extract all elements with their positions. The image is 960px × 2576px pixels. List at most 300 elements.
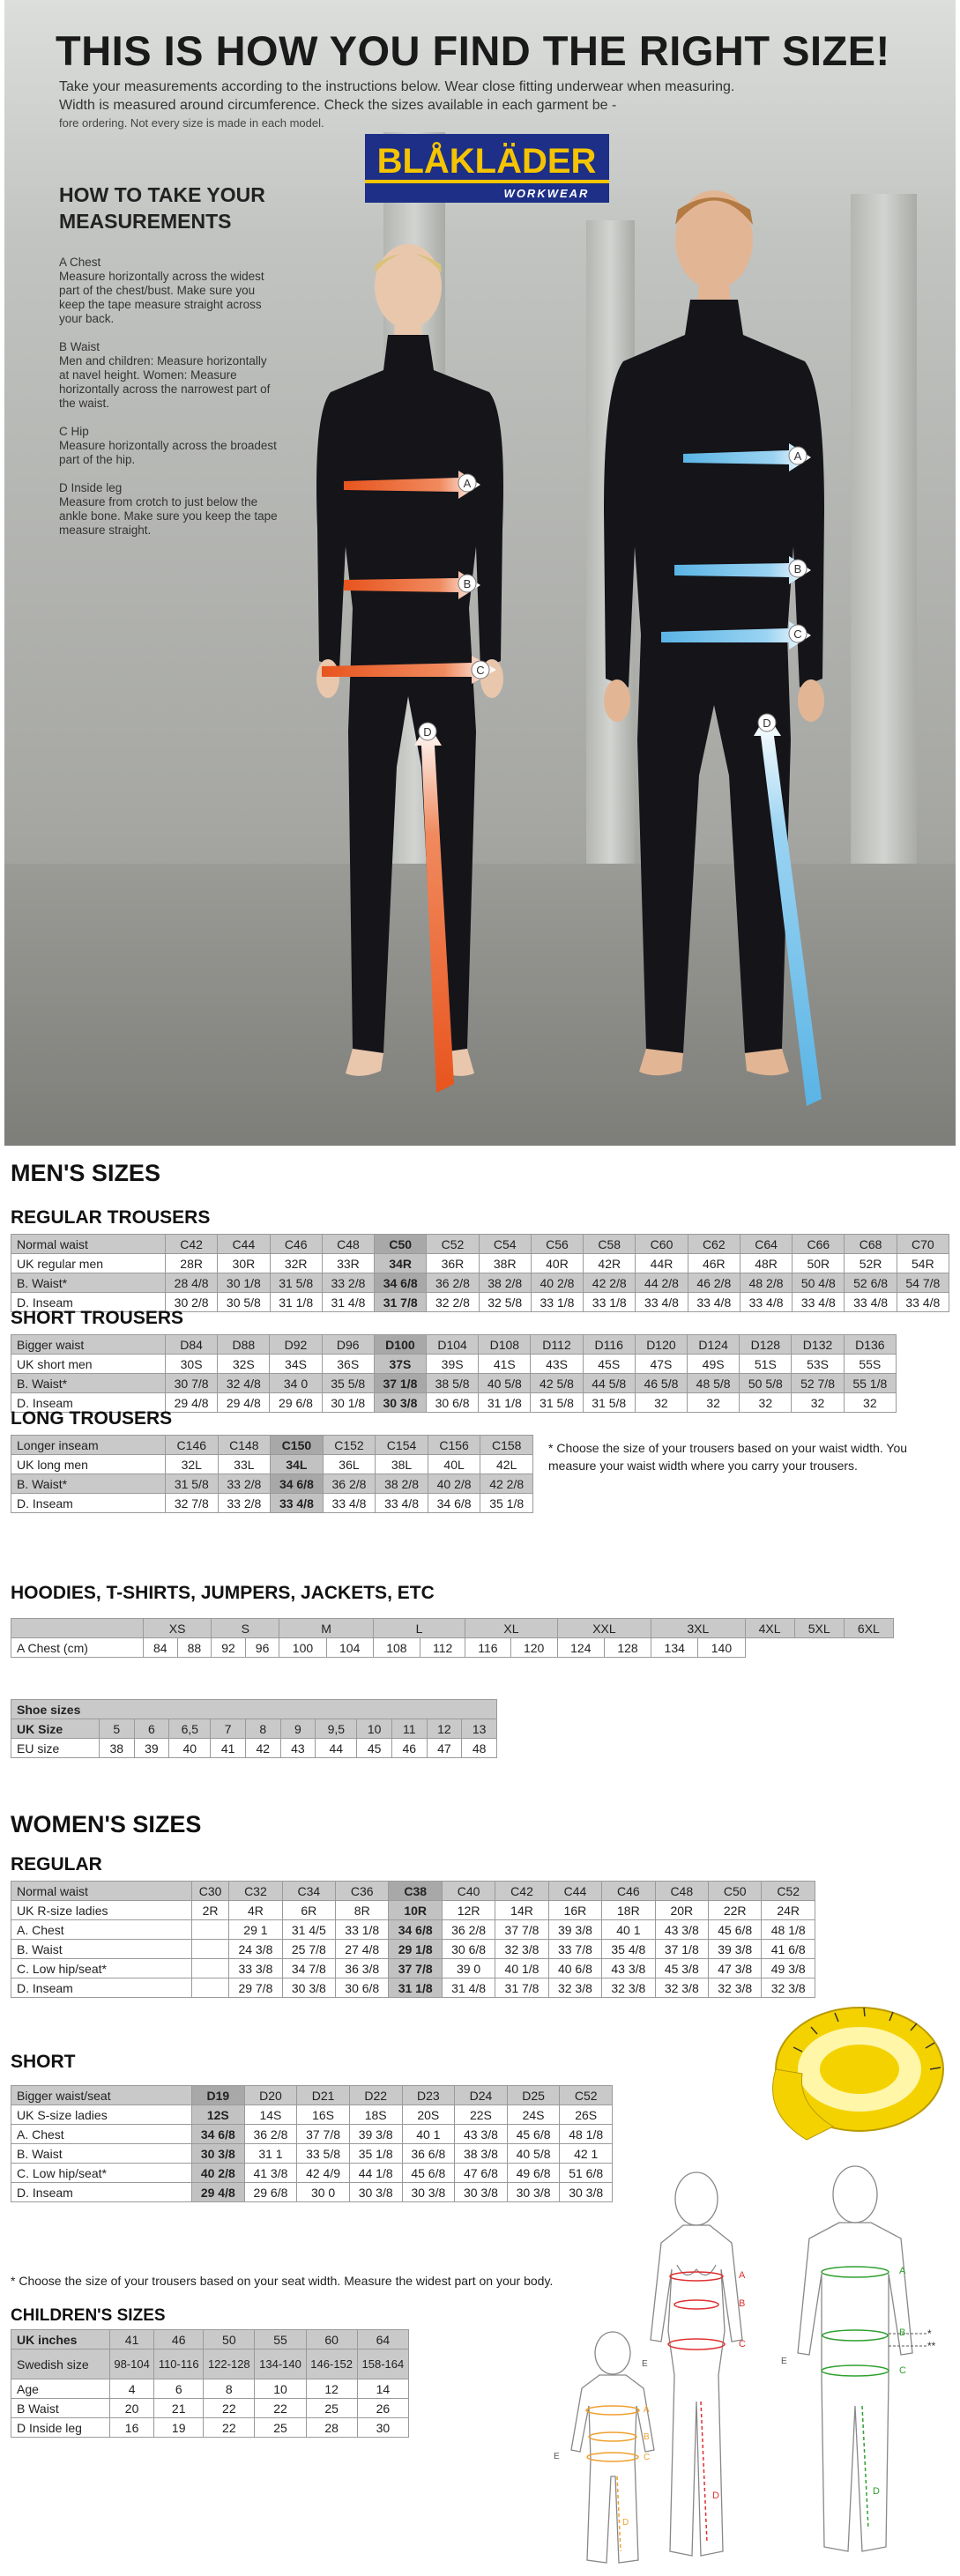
table-cell: 32R [270,1254,322,1273]
shoe-eu-size: 47 [427,1739,462,1758]
table-cell: D84 [166,1335,218,1355]
table-cell: D104 [427,1335,479,1355]
table-cell: 38R [479,1254,531,1273]
table-cell: 30 6/8 [442,1940,495,1959]
table-cell: 31 5/8 [270,1273,322,1293]
table-cell: 29 7/8 [229,1978,282,1998]
row-label: C. Low hip/seat* [11,2164,192,2183]
size-label: M [279,1619,373,1638]
svg-text:B: B [644,2432,650,2442]
table-cell: C158 [480,1436,533,1455]
arrow-d-inside-leg [754,714,822,1106]
svg-text:D: D [763,716,771,730]
table-cell: 29 4/8 [218,1393,270,1413]
chest-value: 96 [245,1638,279,1658]
table-cell: 14S [244,2105,297,2125]
table-cell: C146 [166,1436,219,1455]
table-cell: D21 [297,2086,350,2105]
instr-title: B Waist [59,340,100,353]
table-cell: 42L [480,1455,533,1474]
row-label: Longer inseam [11,1436,166,1455]
svg-text:B: B [739,2298,746,2309]
table-cell: C46 [270,1235,322,1254]
instr-text: Measure from crotch to just below the ankle bone. Make sure you keep the tape measure straight. [59,495,278,537]
shoe-uk-size: 7 [211,1719,246,1739]
seat-width-note: * Choose the size of your trousers based on your seat width. Measure the widest part on your body. [11,2274,554,2288]
table-cell: 32 3/8 [548,1978,601,1998]
table-cell: 34S [270,1355,322,1374]
shoe-eu-size: 39 [134,1739,169,1758]
table-cell: 36 2/8 [323,1474,376,1494]
table-row [11,1374,897,1393]
table-cell: 22 [204,2418,255,2438]
table-cell: D116 [583,1335,635,1355]
table-row [11,2086,613,2105]
arrow-b-waist [344,571,480,599]
table-cell: 40L [428,1455,480,1474]
table-cell: 32 2/8 [427,1293,479,1312]
table-cell: C42 [166,1235,218,1254]
table-cell: C50 [709,1882,762,1901]
shoe-uk-row [11,1719,497,1739]
table-cell: C30 [192,1882,229,1901]
table-cell: C54 [479,1235,531,1254]
table-cell [192,1978,229,1998]
svg-text:D: D [423,725,432,739]
table-cell: C44 [548,1882,601,1901]
table-cell: 44 2/8 [636,1273,688,1293]
table-row [11,2183,613,2202]
table-row [11,2125,613,2144]
table-cell [192,1920,229,1940]
table-cell: C32 [229,1882,282,1901]
table-cell: 40 1 [602,1920,655,1940]
chest-value: 140 [698,1638,745,1658]
size-label: 3XL [651,1619,745,1638]
arrow-a-chest [683,443,811,471]
table-cell: C64 [740,1235,792,1254]
table-cell: 12R [442,1901,495,1920]
table-cell: 40 2/8 [428,1474,480,1494]
table-cell: D96 [322,1335,374,1355]
table-cell: 40 1 [402,2125,455,2144]
table-cell: 36S [322,1355,374,1374]
trouser-waist-note: * Choose the size of your trousers based on your waist width. You measure your waist width where you carry your trousers. [548,1441,908,1473]
row-label: D. Inseam [11,1978,192,1998]
size-label: 4XL [745,1619,794,1638]
row-label: Swedish size [11,2350,110,2379]
table-cell: 35 1/8 [349,2144,402,2164]
intro-text: Take your measurements according to the instructions below. Wear close fitting underwear when measuring. Width is measured around circumference. Check the sizes available in each garment be - [59,79,735,113]
table-cell: 30 0 [297,2183,350,2202]
measurement-instructions [59,256,279,552]
row-label: Bigger waist [11,1335,166,1355]
svg-text:A: A [899,2266,906,2276]
table-row [11,1882,815,1901]
table-cell: 30S [166,1355,218,1374]
table-cell: 31 4/8 [442,1978,495,1998]
table-cell: 36 2/8 [427,1273,479,1293]
table-cell: 30 3/8 [560,2183,613,2202]
table-cell: 22 [255,2399,306,2418]
table-cell: 2R [192,1901,229,1920]
shoe-uk-size: 9,5 [316,1719,357,1739]
table-cell: 30 3/8 [455,2183,508,2202]
svg-text:C: C [899,2365,906,2376]
table-cell: 45 3/8 [655,1959,708,1978]
table-cell: 45S [583,1355,635,1374]
instr-title: C Hip [59,425,89,438]
table-cell: 37 7/8 [389,1959,442,1978]
table-cell: 44 1/8 [349,2164,402,2183]
table-cell: 35 5/8 [322,1374,374,1393]
table-cell: 37S [374,1355,426,1374]
table-cell: 30 [357,2418,408,2438]
table-cell: 50 4/8 [793,1273,845,1293]
table-cell: 30 3/8 [282,1978,335,1998]
intro-text-2: fore ordering. Not every size is made in each model. [59,116,324,130]
table-cell: 41S [479,1355,531,1374]
table-row [11,2164,613,2183]
size-label: S [212,1619,279,1638]
table-cell: 33 4/8 [845,1293,897,1312]
table-cell: 39 3/8 [709,1940,762,1959]
table-cell: 22S [455,2105,508,2125]
table-cell: 30 1/8 [322,1393,374,1413]
table-row [11,1959,815,1978]
table-cell: 49 3/8 [762,1959,815,1978]
size-label: 6XL [844,1619,893,1638]
table-cell: 43 3/8 [602,1959,655,1978]
hero-banner [4,0,956,1146]
table-cell: 33 1/8 [584,1293,636,1312]
page-title: THIS IS HOW YOU FIND THE RIGHT SIZE! [56,27,890,74]
table-cell: 33 1/8 [336,1920,389,1940]
table-cell: 33 4/8 [323,1494,376,1513]
table-row [11,1920,815,1940]
shoe-uk-size: 6,5 [169,1719,211,1739]
table-cell: C48 [655,1882,708,1901]
table-cell: 134-140 [255,2350,306,2379]
table-cell: C50 [375,1235,427,1254]
arrow-c-hip [322,656,496,684]
instr-title: A Chest [59,256,101,269]
table-cell: 38 2/8 [479,1273,531,1293]
table-cell: 42 5/8 [531,1374,583,1393]
table-cell: 18R [602,1901,655,1920]
table-cell [192,1940,229,1959]
table-cell: 47 3/8 [709,1959,762,1978]
childrens-sizes-heading: CHILDREN'S SIZES [11,2306,166,2325]
row-label: D Inside leg [11,2418,110,2438]
table-cell: 29 6/8 [270,1393,322,1413]
table-cell: 28 [306,2418,357,2438]
table-cell: 40 6/8 [548,1959,601,1978]
table-cell: 49 6/8 [507,2164,560,2183]
table-row [11,1940,815,1959]
table-cell: 4 [110,2379,154,2399]
table-cell: 31 7/8 [375,1293,427,1312]
table-cell: 51S [740,1355,792,1374]
svg-text:E: E [781,2357,787,2366]
shoe-uk-size: 11 [392,1719,428,1739]
svg-text:E: E [642,2359,648,2369]
svg-text:A: A [793,449,802,463]
table-cell: C150 [271,1436,324,1455]
table-cell: 30 1/8 [218,1273,270,1293]
table-cell: 32 [688,1393,740,1413]
arrow-a-chest [344,471,480,499]
table-cell: 30 3/8 [374,1393,426,1413]
table-cell: 28 4/8 [166,1273,218,1293]
childrens-size-table [11,2329,409,2438]
woman-body-diagram [635,2164,758,2569]
table-cell: 30 6/8 [336,1978,389,1998]
table-cell: 30 3/8 [192,2144,245,2164]
table-cell: 45 6/8 [507,2125,560,2144]
svg-text:B: B [463,577,472,590]
table-cell: 40 2/8 [531,1273,583,1293]
table-cell: 34 6/8 [192,2125,245,2144]
table-cell: C68 [845,1235,897,1254]
row-label: C. Low hip/seat* [11,1959,192,1978]
shoe-eu-size: 40 [169,1739,211,1758]
table-cell: 32 [792,1393,844,1413]
row-label: UK long men [11,1455,166,1474]
table-cell: 36R [427,1254,479,1273]
table-cell: 14R [495,1901,548,1920]
table-cell: 32L [166,1455,219,1474]
table-cell: C48 [322,1235,374,1254]
table-cell: 41 6/8 [762,1940,815,1959]
svg-text:D: D [873,2486,880,2497]
table-cell: C60 [636,1235,688,1254]
svg-text:D: D [712,2491,719,2501]
chest-value: 128 [604,1638,651,1658]
size-label: XS [144,1619,212,1638]
table-cell: 30 3/8 [349,2183,402,2202]
table-cell: 33 4/8 [688,1293,740,1312]
table-cell: 38 3/8 [455,2144,508,2164]
table-cell: C52 [762,1882,815,1901]
table-row [11,2105,613,2125]
table-row [11,1436,533,1455]
table-cell: 31 1 [244,2144,297,2164]
table-cell: 43 3/8 [655,1920,708,1940]
chest-value: 120 [510,1638,557,1658]
svg-text:B: B [899,2327,906,2338]
table-cell: 34 6/8 [428,1494,480,1513]
man-measure-arrows [635,436,837,1124]
row-label: UK short men [11,1355,166,1374]
shoe-uk-size: 5 [100,1719,135,1739]
row-label: B Waist [11,2399,110,2418]
table-cell: 33 4/8 [740,1293,792,1312]
table-cell: 29 6/8 [244,2183,297,2202]
kids-row-swedish [11,2350,409,2379]
table-row [11,1235,949,1254]
table-cell: 29 1 [229,1920,282,1940]
table-cell: 36 3/8 [336,1959,389,1978]
kids-row-uk [11,2330,409,2350]
table-row [11,1335,897,1355]
chest-value: 88 [177,1638,212,1658]
chest-value: 124 [557,1638,604,1658]
table-cell: 55 1/8 [844,1374,896,1393]
size-label: XXL [557,1619,651,1638]
table-cell: C44 [218,1235,270,1254]
hoodies-heading: HOODIES, T-SHIRTS, JUMPERS, JACKETS, ETC [11,1583,435,1603]
table-cell: D19 [192,2086,245,2105]
table-cell: 25 [306,2399,357,2418]
row-label: B. Waist [11,2144,192,2164]
table-cell: 39S [427,1355,479,1374]
table-cell: D124 [688,1335,740,1355]
man-body-diagram [776,2159,952,2565]
mens-sizes-heading: MEN'S SIZES [11,1160,160,1186]
table-cell: 36L [323,1455,376,1474]
table-cell: 39 3/8 [548,1920,601,1940]
table-cell: 33 4/8 [897,1293,949,1312]
table-cell: 31 7/8 [495,1978,548,1998]
womens-regular-table [11,1881,815,1998]
arrow-b-waist [674,556,811,584]
chest-value: 84 [144,1638,178,1658]
chest-value: 112 [420,1638,465,1658]
table-row [11,1273,949,1293]
table-cell: 32 5/8 [479,1293,531,1312]
row-label: D. Inseam [11,2183,192,2202]
table-cell: C56 [531,1235,583,1254]
size-label: L [373,1619,465,1638]
shoe-eu-size: 48 [462,1739,497,1758]
table-cell: D108 [479,1335,531,1355]
table-cell: 37 7/8 [297,2125,350,2144]
table-cell: 33R [322,1254,374,1273]
table-cell: 38L [376,1455,428,1474]
svg-text:**: ** [927,2340,936,2352]
hoodies-size-table [11,1618,894,1658]
shoe-eu-size: 45 [357,1739,392,1758]
table-cell: 32 3/8 [709,1978,762,1998]
table-cell: 98-104 [110,2350,154,2379]
long-trousers-table [11,1435,533,1513]
table-cell: 54R [897,1254,949,1273]
table-cell: 31 1/8 [270,1293,322,1312]
table-cell: 39 3/8 [349,2125,402,2144]
arrow-c-hip [661,621,811,650]
table-cell: 60 [306,2330,357,2350]
table-cell: 36 2/8 [442,1920,495,1940]
shoe-eu-size: 43 [280,1739,316,1758]
table-cell: 42R [584,1254,636,1273]
table-cell: 33 3/8 [229,1959,282,1978]
table-cell: 34 6/8 [375,1273,427,1293]
shoe-eu-size: 46 [392,1739,428,1758]
short-trousers-heading: SHORT TROUSERS [11,1308,184,1328]
table-cell: 40R [531,1254,583,1273]
womens-sizes-heading: WOMEN'S SIZES [11,1811,202,1837]
shoe-uk-size: 12 [427,1719,462,1739]
table-cell: 43 3/8 [455,2125,508,2144]
table-cell: D23 [402,2086,455,2105]
table-row [11,1494,533,1513]
table-cell: 44R [636,1254,688,1273]
size-label: 5XL [794,1619,844,1638]
table-cell: 33 2/8 [322,1273,374,1293]
table-cell: 20S [402,2105,455,2125]
table-cell: 24R [762,1901,815,1920]
table-cell: C148 [218,1436,271,1455]
table-cell: 41 [110,2330,154,2350]
table-cell: C66 [793,1235,845,1254]
regular-trousers-heading: REGULAR TROUSERS [11,1207,211,1228]
table-cell: 110-116 [154,2350,204,2379]
table-cell: 32 3/8 [495,1940,548,1959]
instr-title: D Inside leg [59,481,123,494]
table-cell: C36 [336,1882,389,1901]
table-cell: 44 5/8 [583,1374,635,1393]
table-cell: 8R [336,1901,389,1920]
table-cell: 16S [297,2105,350,2125]
long-trousers-heading: LONG TROUSERS [11,1408,173,1429]
table-cell: 34 6/8 [271,1474,324,1494]
svg-text:E: E [554,2452,560,2461]
shoe-uk-size: 6 [134,1719,169,1739]
table-cell: 48 2/8 [740,1273,792,1293]
table-cell: 27 4/8 [336,1940,389,1959]
table-cell: 52 6/8 [845,1273,897,1293]
table-cell: 41 3/8 [244,2164,297,2183]
chest-value: 92 [212,1638,246,1658]
table-cell: 40 2/8 [192,2164,245,2183]
table-cell: 158-164 [357,2350,408,2379]
table-cell: 24 3/8 [229,1940,282,1959]
table-cell: 46 [154,2330,204,2350]
table-cell: 38 5/8 [427,1374,479,1393]
row-label: EU size [11,1739,100,1758]
table-cell: 50 [204,2330,255,2350]
row-label: D. Inseam [11,1393,166,1413]
table-cell: 42 2/8 [480,1474,533,1494]
table-cell: C46 [602,1882,655,1901]
woman-measure-arrows [322,467,516,1119]
shoe-uk-size: 13 [462,1719,497,1739]
table-cell: 19 [154,2418,204,2438]
table-cell: 48R [740,1254,792,1273]
table-row [11,1254,949,1273]
how-to-heading: HOW TO TAKE YOUR MEASUREMENTS [59,183,265,233]
table-row [11,1901,815,1920]
table-cell: 32S [218,1355,270,1374]
table-cell: 24S [507,2105,560,2125]
table-cell: 33 4/8 [636,1293,688,1312]
instr-text: Men and children: Measure horizontally at navel height. Women: Measure horizontally across the narrowest part of the waist. [59,354,271,410]
table-cell: 52 7/8 [792,1374,844,1393]
shoe-uk-size: 8 [246,1719,281,1739]
row-label: UK regular men [11,1254,166,1273]
hoodies-size-row [11,1619,894,1638]
table-cell: D128 [740,1335,792,1355]
table-cell: 25 7/8 [282,1940,335,1959]
table-cell: D136 [844,1335,896,1355]
shoe-eu-size: 38 [100,1739,135,1758]
table-cell: D22 [349,2086,402,2105]
table-cell: 37 1/8 [374,1374,426,1393]
shoe-eu-row [11,1739,497,1758]
chest-value: 134 [651,1638,698,1658]
table-cell: D92 [270,1335,322,1355]
